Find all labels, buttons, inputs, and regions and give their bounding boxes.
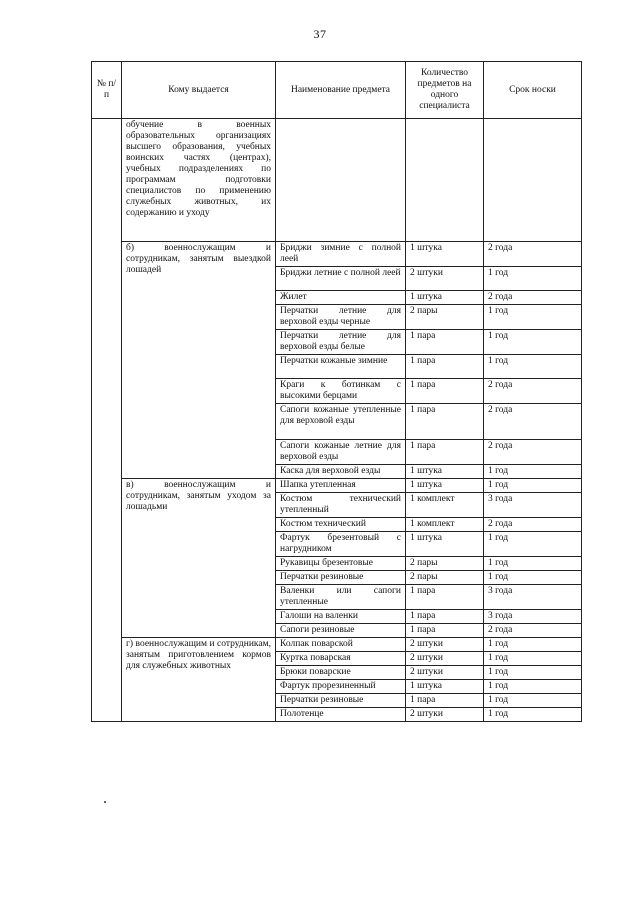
item-name-cell: Перчатки резиновые [276, 694, 406, 708]
item-name-cell: Фартук брезентовый с нагрудником [276, 532, 406, 557]
item-name-cell: Рукавицы брезентовые [276, 557, 406, 571]
quantity-cell: 1 штука [406, 242, 484, 267]
item-name-cell: Краги к ботинкам с высокими берцами [276, 379, 406, 404]
header-item: Наименование предмета [276, 62, 406, 119]
item-name-cell: Сапоги кожаные летние для верховой езды [276, 440, 406, 465]
item-name-cell: Перчатки летние для верховой езды белые [276, 330, 406, 355]
clothing-norms-table [91, 61, 582, 722]
item-name-cell: Валенки или сапоги утепленные [276, 585, 406, 610]
num-cell [92, 119, 122, 722]
quantity-cell: 1 штука [406, 479, 484, 493]
quantity-cell: 1 комплект [406, 518, 484, 532]
term-cell: 2 года [484, 379, 582, 404]
term-cell: 3 года [484, 610, 582, 624]
item-name-cell: Костюм технический [276, 518, 406, 532]
quantity-cell: 2 штуки [406, 652, 484, 666]
term-cell: 1 год [484, 694, 582, 708]
item-name-cell: Куртка поварская [276, 652, 406, 666]
term-cell: 2 года [484, 440, 582, 465]
item-name-cell: Галоши на валенки [276, 610, 406, 624]
quantity-cell: 1 пара [406, 404, 484, 440]
quantity-cell: 1 пара [406, 694, 484, 708]
item-name-cell: Каска для верховой езды [276, 465, 406, 479]
quantity-cell: 2 штуки [406, 708, 484, 722]
table-row [92, 638, 582, 652]
item-name-cell: Бриджи зимние с полной леей [276, 242, 406, 267]
term-cell: 3 года [484, 585, 582, 610]
item-name-cell: Жилет [276, 291, 406, 305]
quantity-cell: 1 пара [406, 440, 484, 465]
item-name-cell: Брюки поварские [276, 666, 406, 680]
quantity-cell: 1 пара [406, 330, 484, 355]
quantity-cell: 1 штука [406, 291, 484, 305]
term-cell: 1 год [484, 666, 582, 680]
stray-dot [104, 801, 106, 803]
term-cell: 3 года [484, 493, 582, 518]
term-cell: 1 год [484, 680, 582, 694]
term-cell: 1 год [484, 305, 582, 330]
term-cell: 2 года [484, 518, 582, 532]
table-header-row [92, 62, 582, 119]
quantity-cell: 1 пара [406, 610, 484, 624]
recipient-cell: г) военнослужащим и сотрудникам, занятым приготовлением кормов для служебных животных [122, 638, 276, 722]
header-num: № п/п [92, 62, 122, 119]
item-name-cell: Перчатки летние для верховой езды черные [276, 305, 406, 330]
quantity-cell: 2 пары [406, 571, 484, 585]
term-cell: 2 года [484, 242, 582, 267]
term-cell: 1 год [484, 330, 582, 355]
table-row [92, 242, 582, 267]
quantity-cell: 1 штука [406, 680, 484, 694]
term-cell: 1 год [484, 652, 582, 666]
quantity-cell [406, 119, 484, 242]
table-row [92, 479, 582, 493]
quantity-cell: 1 штука [406, 465, 484, 479]
item-name-cell: Полотенце [276, 708, 406, 722]
table-body [92, 119, 582, 722]
item-name-cell: Фартук прорезиненный [276, 680, 406, 694]
quantity-cell: 1 штука [406, 532, 484, 557]
term-cell [484, 119, 582, 242]
quantity-cell: 1 пара [406, 585, 484, 610]
term-cell: 1 год [484, 708, 582, 722]
item-name-cell: Бриджи летние с полной леей [276, 267, 406, 291]
item-name-cell: Колпак поварской [276, 638, 406, 652]
term-cell: 1 год [484, 355, 582, 379]
term-cell: 1 год [484, 571, 582, 585]
quantity-cell: 2 штуки [406, 267, 484, 291]
item-name-cell: Шапка утепленная [276, 479, 406, 493]
term-cell: 2 года [484, 404, 582, 440]
item-name-cell: Костюм технический утепленный [276, 493, 406, 518]
term-cell: 1 год [484, 638, 582, 652]
term-cell: 1 год [484, 557, 582, 571]
quantity-cell: 1 пара [406, 379, 484, 404]
header-recipient: Кому выдается [122, 62, 276, 119]
recipient-cell: обучение в военных образовательных организациях высшего образования, учебных воинских частях (центрах), учебных подразделениях по программам подготовки специалистов по применению служебных животных, их содержанию и уходу [122, 119, 276, 242]
term-cell: 1 год [484, 532, 582, 557]
quantity-cell: 2 штуки [406, 638, 484, 652]
page-number: 37 [313, 27, 327, 41]
quantity-cell: 2 пары [406, 305, 484, 330]
item-name-cell: Перчатки кожаные зимние [276, 355, 406, 379]
item-name-cell: Сапоги резиновые [276, 624, 406, 638]
term-cell: 2 года [484, 624, 582, 638]
quantity-cell: 1 комплект [406, 493, 484, 518]
table-row [92, 119, 582, 242]
recipient-cell: в) военнослужащим и сотрудникам, занятым уходом за лошадьми [122, 479, 276, 638]
header-term: Срок носки [484, 62, 582, 119]
term-cell: 1 год [484, 267, 582, 291]
quantity-cell: 1 пара [406, 624, 484, 638]
term-cell: 1 год [484, 465, 582, 479]
quantity-cell: 2 штуки [406, 666, 484, 680]
quantity-cell: 2 пары [406, 557, 484, 571]
term-cell: 1 год [484, 479, 582, 493]
item-cell [276, 119, 406, 242]
term-cell: 2 года [484, 291, 582, 305]
header-quantity: Количество предметов на одного специалиста [406, 62, 484, 119]
recipient-cell: б) военнослужащим и сотрудникам, занятым выездкой лошадей [122, 242, 276, 479]
quantity-cell: 1 пара [406, 355, 484, 379]
item-name-cell: Перчатки резиновые [276, 571, 406, 585]
item-name-cell: Сапоги кожаные утепленные для верховой езды [276, 404, 406, 440]
